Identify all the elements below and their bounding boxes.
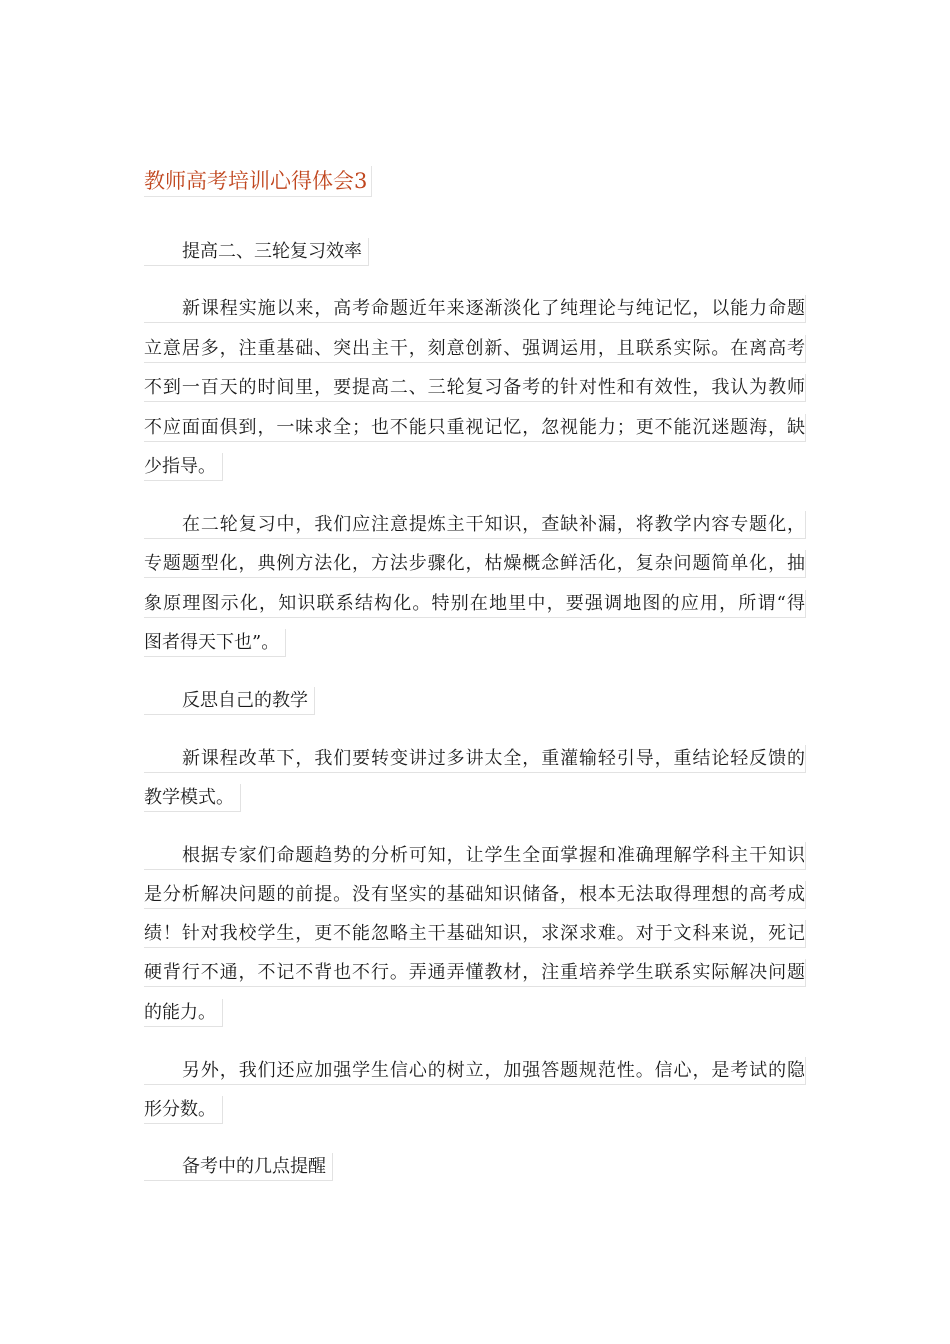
paragraph-line: 象原理图示化，知识联系结构化。特别在地里中，要强调地图的应用，所谓“得	[144, 590, 806, 618]
section-heading-reflect-teaching: 反思自己的教学	[144, 687, 315, 715]
paragraph-line: 新课程改革下，我们要转变讲过多讲太全，重灌输轻引导，重结论轻反馈的	[144, 745, 806, 773]
paragraph-line: 绩！针对我校学生，更不能忽略主干基础知识，求深求难。对于文科来说，死记	[144, 920, 806, 948]
paragraph-line: 是分析解决问题的前提。没有坚实的基础知识储备，根本无法取得理想的高考成	[144, 881, 806, 909]
section-heading-review-efficiency: 提高二、三轮复习效率	[144, 238, 369, 266]
paragraph-line: 图者得天下也”。	[144, 629, 286, 657]
paragraph-line: 不应面面俱到，一味求全；也不能只重视记忆，忽视能力；更不能沉迷题海，缺	[144, 414, 806, 442]
paragraph-line: 不到一百天的时间里，要提高二、三轮复习备考的针对性和有效性，我认为教师	[144, 374, 806, 402]
paragraph-line: 根据专家们命题趋势的分析可知，让学生全面掌握和准确理解学科主干知识	[144, 842, 806, 870]
paragraph-line: 少指导。	[144, 453, 223, 481]
paragraph-line: 另外，我们还应加强学生信心的树立，加强答题规范性。信心，是考试的隐	[144, 1057, 806, 1085]
paragraph-line: 专题题型化，典例方法化，方法步骤化，枯燥概念鲜活化，复杂问题简单化，抽	[144, 550, 806, 578]
paragraph-line: 硬背行不通，不记不背也不行。弄通弄懂教材，注重培养学生联系实际解决问题	[144, 959, 806, 987]
paragraph-line: 形分数。	[144, 1096, 223, 1124]
paragraph-line: 新课程实施以来，高考命题近年来逐渐淡化了纯理论与纯记忆，以能力命题	[144, 295, 806, 323]
paragraph-line: 的能力。	[144, 999, 223, 1027]
section-heading-exam-reminders: 备考中的几点提醒	[144, 1153, 333, 1181]
document-title: 教师高考培训心得体会3	[144, 166, 372, 197]
paragraph-line: 教学模式。	[144, 784, 241, 812]
paragraph-line: 在二轮复习中，我们应注意提炼主干知识，查缺补漏，将教学内容专题化，	[144, 511, 806, 539]
paragraph-line: 立意居多，注重基础、突出主干，刻意创新、强调运用，且联系实际。在离高考	[144, 335, 806, 363]
